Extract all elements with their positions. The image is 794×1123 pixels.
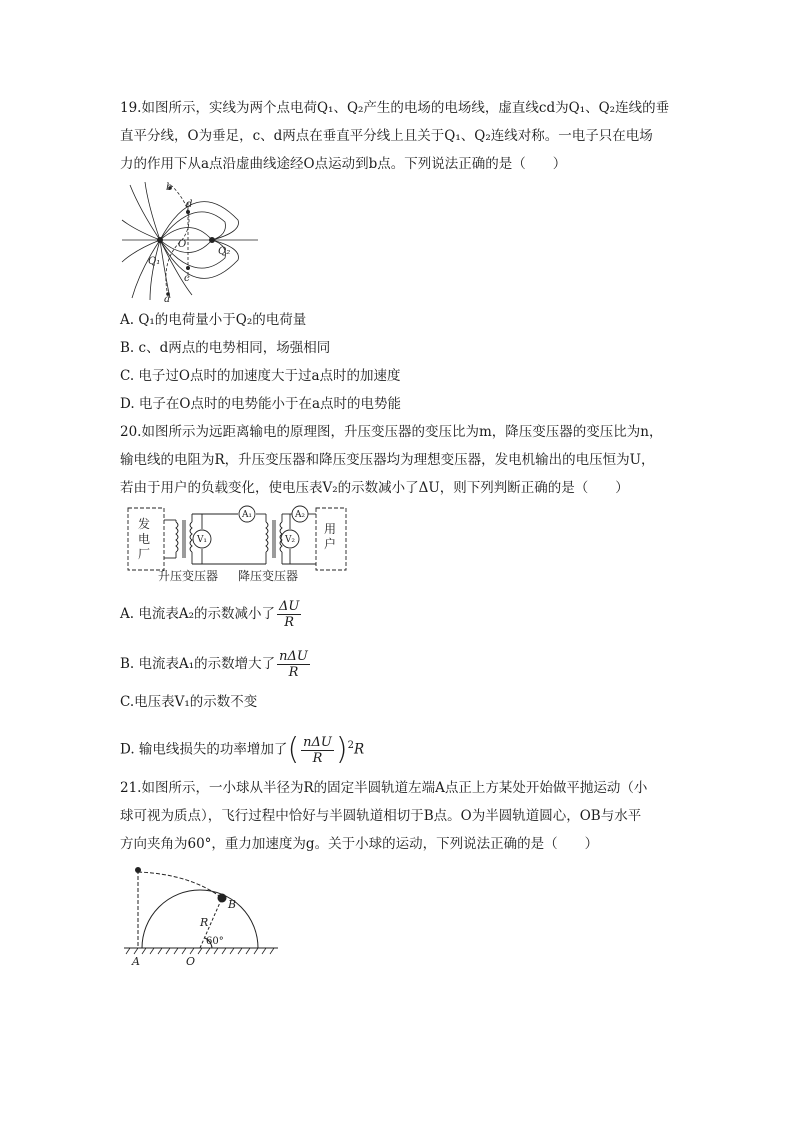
q19-label-o: O bbox=[178, 239, 187, 250]
q19-option-d: D. 电子在O点时的电势能小于在a点时的电势能 bbox=[120, 396, 402, 412]
q20-transmission-circuit-figure bbox=[124, 500, 354, 584]
q20-voltmeter-v2: V₂ bbox=[284, 535, 296, 545]
q20-option-d-text: D. 输电线损失的功率增加了 bbox=[120, 741, 288, 758]
q20-voltmeter-v1: V₁ bbox=[196, 535, 208, 545]
q20-option-d-fraction: $\frac{\text{nΔU}}{R}$ bbox=[303, 734, 332, 766]
q20-option-d-exponent: 2 bbox=[347, 740, 354, 751]
q19-label-q2: Q₂ bbox=[218, 246, 231, 257]
q20-option-b-fraction: $\frac{\text{nΔU}}{R}$ bbox=[279, 649, 308, 680]
q21-label-o: O bbox=[186, 955, 196, 966]
q20-option-d-tail: R bbox=[353, 741, 365, 758]
q19-label-d: d bbox=[186, 199, 193, 210]
q20-label-plant: 发电厂 bbox=[138, 517, 151, 561]
q20-option-a-text: A. 电流表A₂的示数减小了 bbox=[120, 606, 275, 622]
q19-label-c: c bbox=[184, 273, 190, 284]
q20-option-a-fraction: $\frac{\Delta U}{R}$ bbox=[279, 599, 300, 630]
q19-stem-line2: 直平分线，O为垂足，c、d两点在垂直平分线上且关于Q₁、Q₂连线对称。一电子只在电场 bbox=[120, 128, 653, 144]
q21-label-angle: 60° bbox=[206, 936, 224, 947]
q20-stem-line1: 20.如图所示为远距离输电的原理图，升压变压器的变压比为m，降压变压器的变压比为n， bbox=[120, 424, 663, 440]
q19-label-a: a bbox=[164, 294, 170, 302]
q20-option-b bbox=[120, 646, 312, 682]
q19-option-a: A. Q₁的电荷量小于Q₂的电荷量 bbox=[120, 312, 307, 328]
q20-option-a bbox=[120, 596, 303, 632]
q21-semicircle-figure bbox=[120, 862, 280, 966]
q19-stem-line1: 19.如图所示，实线为两个点电荷Q₁、Q₂产生的电场的电场线，虚直线cd为Q₁、Q₂连线的垂 bbox=[120, 100, 670, 116]
q20-option-d: D. 输电线损失的功率增加了( $\frac{\text{nΔU}}{R}$ )$^2$R bbox=[120, 732, 365, 767]
q21-label-r: R bbox=[200, 916, 209, 929]
q21-stem-line1: 21.如图所示，一小球从半径为R的固定半圆轨道左端A点正上方某处开始做平抛运动（小 bbox=[120, 780, 648, 796]
q20-label-user: 用户 bbox=[324, 522, 337, 551]
q20-ammeter-a2: A₂ bbox=[294, 510, 306, 520]
q20-stem-line2: 输电线的电阻为R，升压变压器和降压变压器均为理想变压器，发电机输出的电压恒为U， bbox=[120, 452, 655, 468]
q19-label-q1: Q₁ bbox=[148, 256, 161, 267]
q19-option-b: B. c、d两点的电势相同，场强相同 bbox=[120, 340, 331, 356]
q20-ammeter-a1: A₁ bbox=[241, 510, 253, 520]
q21-label-b: B bbox=[228, 898, 237, 911]
q20-label-step-down: 降压变压器 bbox=[238, 569, 299, 583]
q21-stem-line2: 球可视为质点），飞行过程中恰好与半圆轨道相切于B点。O为半圆轨道圆心，OB与水平 bbox=[120, 808, 642, 824]
q19-option-c: C. 电子过O点时的加速度大于过a点时的加速度 bbox=[120, 368, 401, 384]
q19-label-b: b bbox=[166, 182, 173, 193]
q20-label-step-up: 升压变压器 bbox=[158, 569, 219, 583]
q21-label-a: A bbox=[132, 955, 140, 966]
q19-field-lines-figure bbox=[120, 180, 260, 302]
q20-option-b-text: B. 电流表A₁的示数增大了 bbox=[120, 656, 276, 672]
q19-stem-line3: 力的作用下从a点沿虚曲线途经O点运动到b点。下列说法正确的是（ ） bbox=[120, 156, 567, 172]
q21-stem-line3: 方向夹角为60°，重力加速度为g。关于小球的运动，下列说法正确的是（ ） bbox=[120, 836, 599, 852]
q20-stem-line3: 若由于用户的负载变化，使电压表V₂的示数减小了ΔU，则下列判断正确的是（ ） bbox=[120, 480, 629, 496]
q20-option-c: C.电压表V₁的示数不变 bbox=[120, 694, 258, 710]
